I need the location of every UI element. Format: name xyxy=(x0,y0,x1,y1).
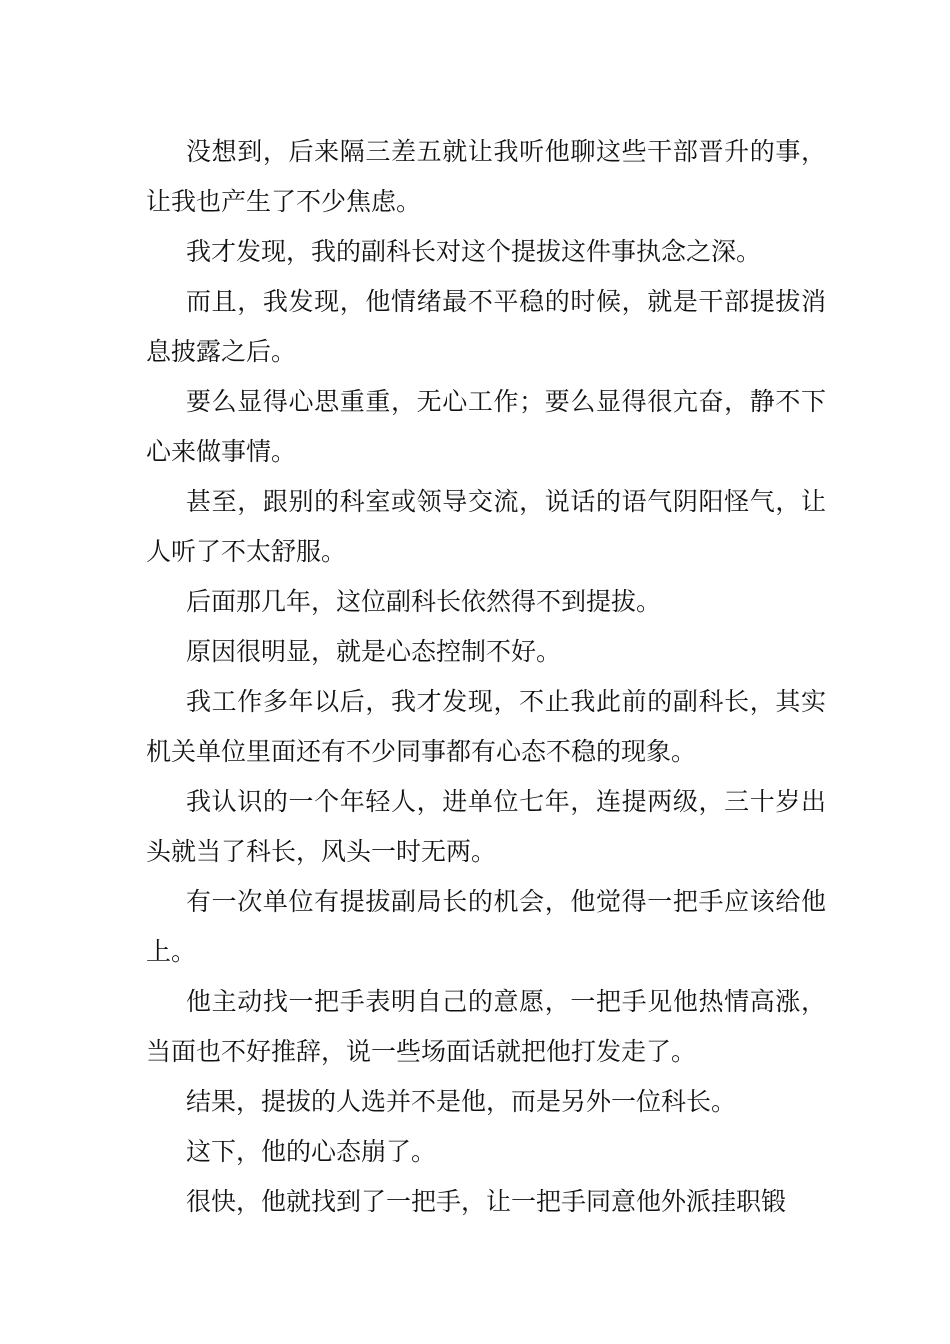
paragraph-11: 他主动找一把手表明自己的意愿，一把手见他热情高涨，当面也不好推辞，说一些场面话就把他打发走了。 xyxy=(146,987,826,1066)
paragraph-1: 没想到，后来隔三差五就让我听他聊这些干部晋升的事，让我也产生了不少焦虑。 xyxy=(146,137,826,216)
paragraph-10: 有一次单位有提拔副局长的机会，他觉得一把手应该给他上。 xyxy=(146,887,826,966)
paragraph-5: 甚至，跟别的科室或领导交流，说话的语气阴阳怪气，让人听了不太舒服。 xyxy=(146,487,826,566)
paragraph-8: 我工作多年以后，我才发现，不止我此前的副科长，其实机关单位里面还有不少同事都有心态不稳的现象。 xyxy=(146,687,826,766)
paragraph-7: 原因很明显，就是心态控制不好。 xyxy=(186,637,562,666)
paragraph-6: 后面那几年，这位副科长依然得不到提拔。 xyxy=(186,587,662,616)
paragraph-12: 结果，提拔的人选并不是他，而是另外一位科长。 xyxy=(186,1087,737,1116)
paragraph-2: 我才发现，我的副科长对这个提拔这件事执念之深。 xyxy=(186,237,762,266)
paragraph-13: 这下，他的心态崩了。 xyxy=(186,1137,437,1166)
paragraph-9: 我认识的一个年轻人，进单位七年，连提两级，三十岁出头就当了科长，风头一时无两。 xyxy=(146,787,826,866)
paragraph-4: 要么显得心思重重，无心工作；要么显得很亢奋，静不下心来做事情。 xyxy=(146,387,826,466)
paragraph-14: 很快，他就找到了一把手，让一把手同意他外派挂职锻 xyxy=(186,1187,787,1216)
paragraph-3: 而且，我发现，他情绪最不平稳的时候，就是干部提拔消息披露之后。 xyxy=(146,287,826,366)
document-body xyxy=(146,127,826,1227)
